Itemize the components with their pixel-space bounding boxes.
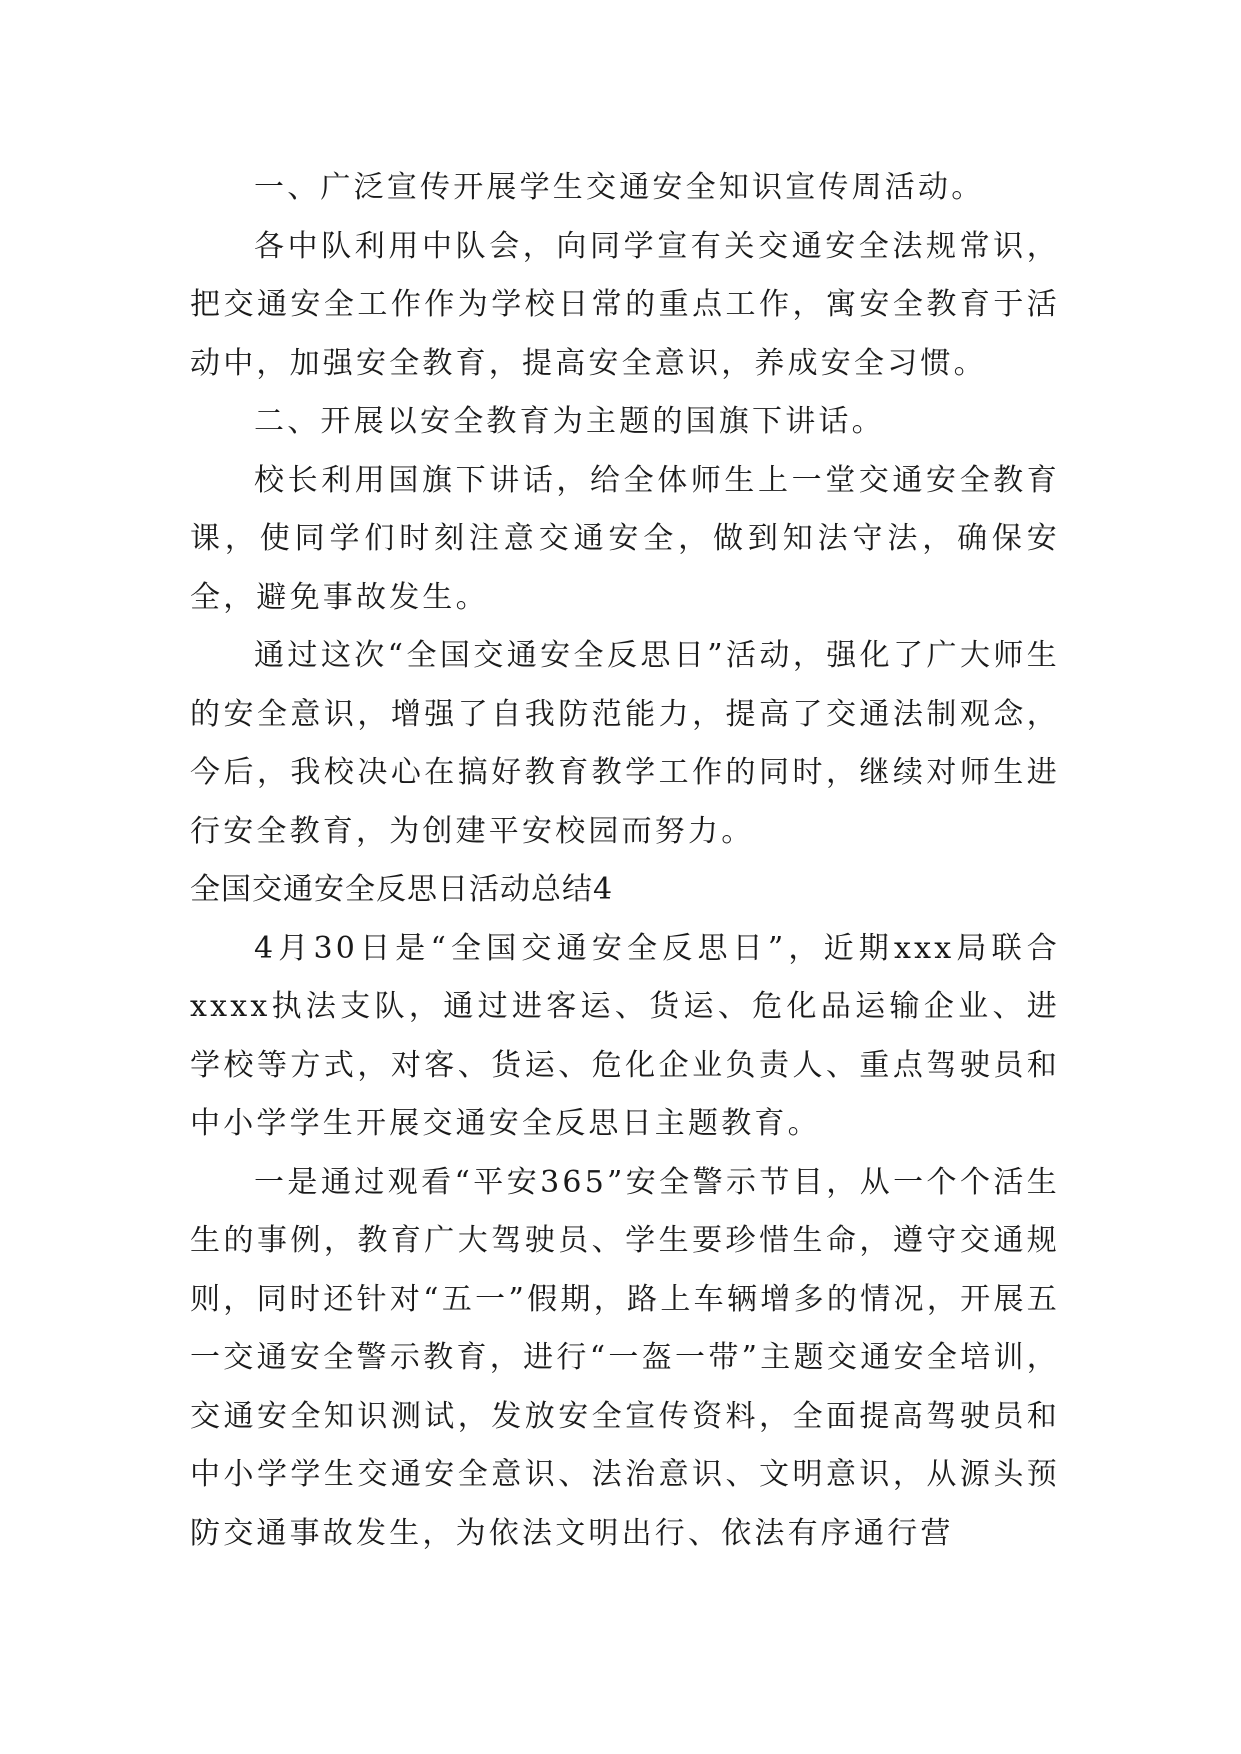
- paragraph: 4月30日是“全国交通安全反思日”，近期xxx局联合xxxx执法支队，通过进客运、货运、危化品运输企业、进学校等方式，对客、货运、危化企业负责人、重点驾驶员和中小学学生开展交通安全反思日主题教育。: [190, 930, 1060, 1141]
- paragraph: 通过这次“全国交通安全反思日”活动，强化了广大师生的安全意识，增强了自我防范能力，提高了交通法制观念，今后，我校决心在搞好教育教学工作的同时，继续对师生进行安全教育，为创建平安校园而努力。: [190, 638, 1060, 849]
- paragraph: 校长利用国旗下讲话，给全体师生上一堂交通安全教育课，使同学们时刻注意交通安全，做到知法守法，确保安全，避免事故发生。: [190, 462, 1060, 615]
- document-body: [190, 159, 1060, 1563]
- paragraph: 一是通过观看“平安365”安全警示节目，从一个个活生生的事例，教育广大驾驶员、学生要珍惜生命，遵守交通规则，同时还针对“五一”假期，路上车辆增多的情况，开展五一交通安全警示教育，进行“一盔一带”主题交通安全培训，交通安全知识测试，发放安全宣传资料，全面提高驾驶员和中小学学生交通安全意识、法治意识、文明意识，从源头预防交通事故发生，为依法文明出行、依法有序通行营: [190, 1164, 1060, 1551]
- paragraph-heading-2: 二、开展以安全教育为主题的国旗下讲话。: [254, 404, 885, 439]
- section-title: 全国交通安全反思日活动总结4: [190, 872, 614, 907]
- paragraph: 各中队利用中队会，向同学宣有关交通安全法规常识，把交通安全工作作为学校日常的重点工作，寓安全教育于活动中，加强安全教育，提高安全意识，养成安全习惯。: [190, 228, 1060, 381]
- paragraph-heading-1: 一、广泛宣传开展学生交通安全知识宣传周活动。: [254, 170, 985, 205]
